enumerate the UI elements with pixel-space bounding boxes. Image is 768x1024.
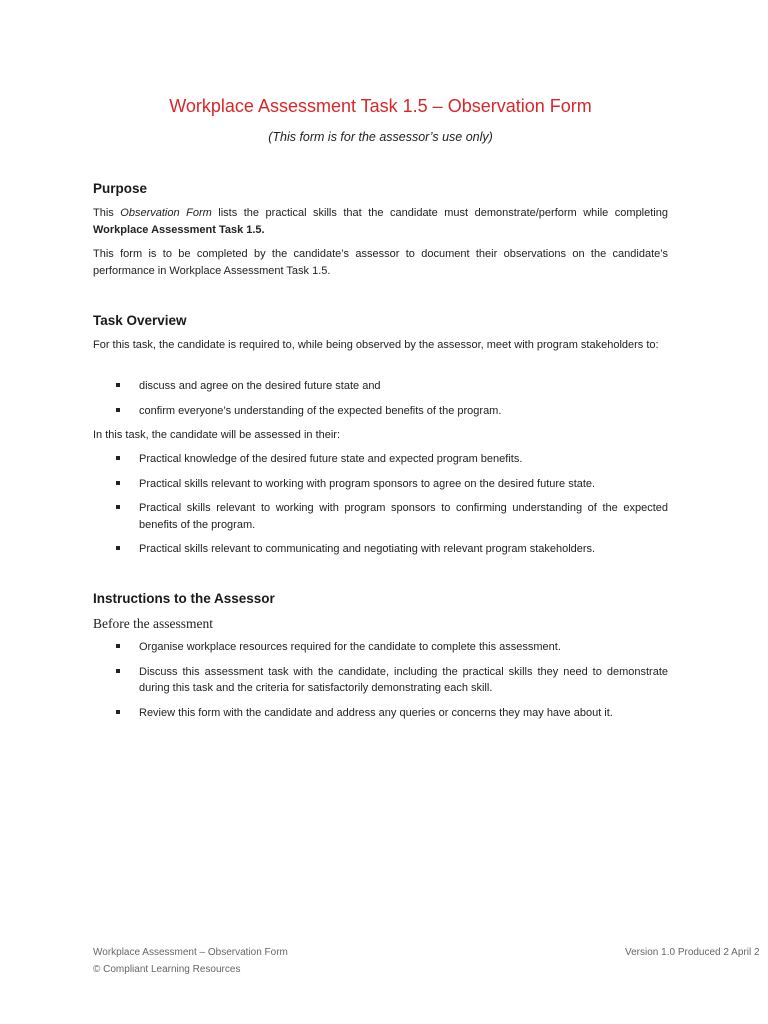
- purpose-paragraph-2: This form is to be completed by the candidate’s assessor to document their observations on the candidate’s performance in Workplace Assessment Task 1.5.: [93, 248, 668, 277]
- purpose-paragraph-1: This Observation Form lists the practical skills that the candidate must demonstrate/perform while completing Workplace Assessment Task 1.5.: [93, 207, 668, 236]
- before-assessment-subheading: Before the assessment: [93, 616, 213, 631]
- list-item: discuss and agree on the desired future state and: [93, 378, 668, 395]
- bullet-icon: [116, 408, 120, 412]
- purpose-heading: Purpose: [93, 181, 148, 196]
- footer-copyright: © Compliant Learning Resources: [93, 964, 241, 975]
- footer-document-name: Workplace Assessment – Observation Form: [93, 947, 288, 958]
- bullet-icon: [116, 456, 120, 460]
- list-item: Practical knowledge of the desired future state and expected program benefits.: [93, 451, 668, 468]
- task-overview-heading: Task Overview: [93, 313, 187, 328]
- bullet-icon: [116, 383, 120, 387]
- assessment-criteria-list: [93, 451, 668, 566]
- list-item: Discuss this assessment task with the candidate, including the practical skills they need to demonstrate during this task and the criteria for satisfactorily demonstrating each skill.: [93, 664, 668, 697]
- bullet-icon: [116, 481, 120, 485]
- page-title: Workplace Assessment Task 1.5 – Observation Form: [169, 96, 592, 116]
- bullet-icon: [116, 505, 120, 509]
- bullet-icon: [116, 669, 120, 673]
- bullet-icon: [116, 710, 120, 714]
- list-item: Review this form with the candidate and address any queries or concerns they may have about it.: [93, 705, 668, 722]
- footer-left: [93, 944, 288, 978]
- task-overview-intro: For this task, the candidate is required to, while being observed by the assessor, meet with program stakeholders to:: [93, 339, 659, 351]
- instructions-heading: Instructions to the Assessor: [93, 591, 275, 606]
- assessment-intro: In this task, the candidate will be assessed in their:: [93, 429, 341, 441]
- list-item: Organise workplace resources required for the candidate to complete this assessment.: [93, 639, 668, 656]
- list-item: Practical skills relevant to working with program sponsors to confirming understanding of the expected benefits of the program.: [93, 500, 668, 533]
- footer-version: Version 1.0 Produced 2 April 2: [625, 947, 760, 958]
- bullet-icon: [116, 644, 120, 648]
- list-item: Practical skills relevant to working with program sponsors to agree on the desired future state.: [93, 476, 668, 493]
- bullet-icon: [116, 546, 120, 550]
- instructions-list: [93, 639, 668, 729]
- list-item: Practical skills relevant to communicating and negotiating with relevant program stakeholders.: [93, 541, 668, 558]
- list-item: confirm everyone’s understanding of the expected benefits of the program.: [93, 403, 668, 420]
- task-overview-list: [93, 378, 668, 427]
- page-subtitle: (This form is for the assessor’s use only): [268, 130, 493, 144]
